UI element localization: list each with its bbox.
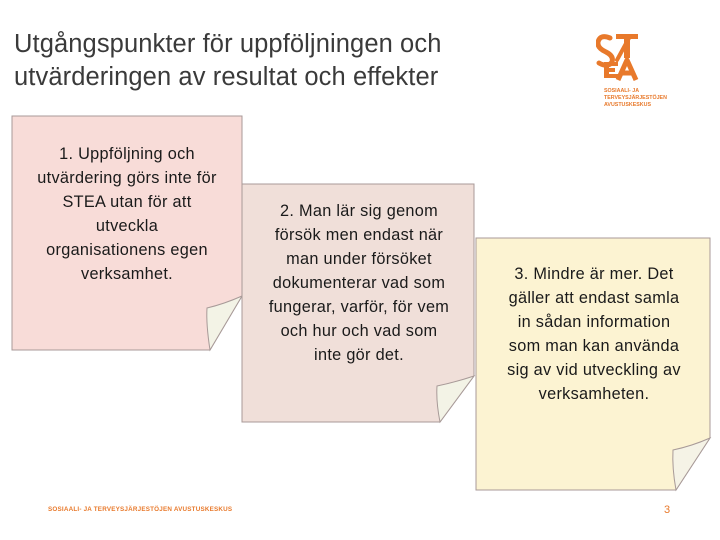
- sticky-note-3: [474, 236, 714, 494]
- note-1-line: utvärdering görs inte för: [37, 169, 217, 187]
- note-2-line: dokumenterar vad som: [272, 274, 446, 292]
- note-3-line: gäller att endast samla: [508, 289, 680, 307]
- note-2-line: inte gör det.: [314, 346, 404, 364]
- sticky-note-1: [10, 114, 246, 356]
- note-2-line: 2. Man lär sig genom: [279, 202, 439, 220]
- sticky-note-2: [240, 182, 478, 426]
- sticky-note-1-text: [16, 142, 238, 286]
- footer-organization: SOSIAALI- JA TERVEYSJÄRJESTÖJEN AVUSTUSKESKUS: [48, 506, 233, 513]
- note-3-line: in sådan information: [517, 313, 671, 331]
- note-1-line: utveckla: [95, 217, 159, 235]
- note-1-line: verksamhet.: [81, 265, 173, 283]
- sticky-note-2-text: [246, 199, 472, 367]
- note-3-line: som man kan använda: [508, 337, 680, 355]
- logo-line-1: SOSIAALI- JA: [604, 88, 640, 94]
- note-2-line: fungerar, varför, för vem: [268, 298, 450, 316]
- note-1-line: 1. Uppföljning och: [59, 145, 195, 163]
- slide-title-line-2: utvärderingen av resultat och effekter: [14, 63, 439, 91]
- page-number: 3: [664, 504, 671, 516]
- note-1-line: STEA utan för att: [62, 193, 192, 211]
- note-2-line: och hur och vad som: [280, 322, 438, 340]
- note-2-line: man under försöket: [286, 250, 432, 268]
- slide-title: [14, 28, 594, 94]
- stea-logo-mark: [596, 26, 708, 114]
- stea-logo: [596, 26, 708, 114]
- sticky-note-3-text: [480, 262, 708, 406]
- note-3-line: sig av vid utveckling av: [507, 361, 681, 379]
- note-3-line: 3. Mindre är mer. Det: [514, 265, 674, 283]
- note-1-line: organisationens egen: [46, 241, 208, 259]
- logo-line-3: AVUSTUSKESKUS: [604, 102, 651, 108]
- note-2-line: försök men endast när: [274, 226, 444, 244]
- note-3-line: verksamheten.: [538, 385, 650, 403]
- slide-title-line-1: Utgångspunkter för uppföljningen och: [14, 30, 442, 58]
- logo-line-2: TERVEYSJÄRJESTÖJEN: [604, 95, 667, 101]
